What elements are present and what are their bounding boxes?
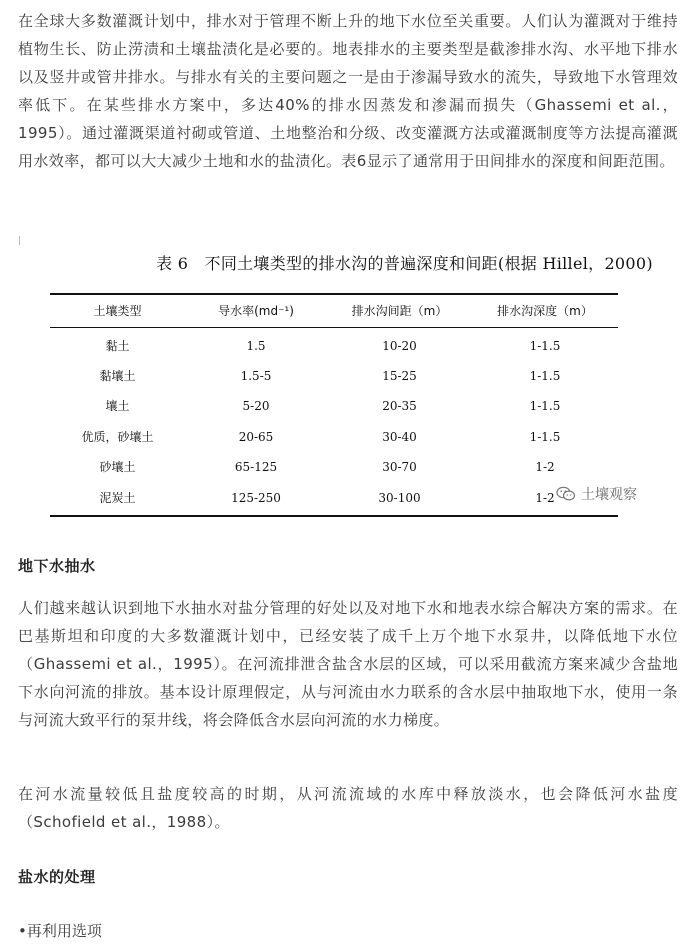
cell-conductivity: 20-65: [238, 430, 274, 444]
cell-depth: 1-2: [535, 491, 555, 505]
watermark-text: 土壤观察: [581, 487, 637, 503]
table-row: [50, 488, 618, 508]
cell-conductivity: 1.5: [246, 339, 266, 353]
table-bottom-rule: [50, 515, 618, 517]
cell-depth: 1-1.5: [529, 430, 561, 444]
cell-spacing: 15-25: [382, 369, 417, 383]
cell-soil-type: 砂壤土: [99, 460, 136, 474]
cell-depth: 1-1.5: [529, 369, 561, 383]
table-header-row: [50, 301, 618, 323]
section-heading-saline-water-treatment: 盐水的处理: [18, 868, 96, 886]
cell-conductivity: 65-125: [234, 460, 278, 474]
margin-marker: [19, 236, 20, 245]
river-salinity-paragraph: 在河水流量较低且盐度较高的时期，从河流流域的水库中释放淡水，也会降低河水盐度（Schofield et al.，1988）。: [18, 785, 678, 831]
cell-spacing: 30-70: [382, 460, 417, 474]
cell-spacing: 10-20: [382, 339, 417, 353]
cell-depth: 1-2: [535, 460, 555, 474]
intro-paragraph: 在全球大多数灌溉计划中，排水对于管理不断上升的地下水位至关重要。人们认为灌溉对于维持植物生长、防止涝渍和土壤盐渍化是必要的。地表排水的主要类型是截渗排水沟、水平地下排水以及竖井或管井排水。与排水有关的主要问题之一是由于渗漏导致水的流失，导致地下水管理效率低下。在某些排水方案中，多达40%的排水因蒸发和渗漏而损失（Ghassemi et al.，1995）。通过灌溉渠道衬砌或管道、土地整治和分级、改变灌溉方法或灌溉制度等方法提高灌溉用水效率，都可以大大减少土地和水的盐渍化。表6显示了通常用于田间排水的深度和间距范围。: [18, 12, 678, 170]
table-caption: 表 6 不同土壤类型的排水沟的普遍深度和间距(根据 Hillel，2000): [156, 254, 653, 273]
cell-soil-type: 黏土: [105, 339, 130, 353]
table-top-rule: [50, 293, 618, 295]
table-row: [50, 457, 618, 477]
cell-conductivity: 5-20: [242, 399, 270, 413]
cell-soil-type: 泥炭土: [99, 491, 136, 505]
table-row: [50, 427, 618, 447]
table-header-rule: [50, 327, 618, 328]
cell-depth: 1-1.5: [529, 339, 561, 353]
groundwater-paragraph: 人们越来越认识到地下水抽水对盐分管理的好处以及对地下水和地表水综合解决方案的需求。在巴基斯坦和印度的大多数灌溉计划中，已经安装了成千上万个地下水泵井，以降低地下水位（Ghassemi et al.，1995）。在河流排泄含盐含水层的区域，可以采用截流方案来减少含盐地下水向河流的排放。基本设计原理假定，从与河流由水力联系的含水层中抽取地下水，使用一条与河流大致平行的泵井线，将会降低含水层向河流的水力梯度。: [18, 599, 678, 729]
cell-soil-type: 黏壤土: [99, 369, 136, 383]
watermark: [556, 484, 637, 504]
cell-spacing: 20-35: [382, 399, 417, 413]
cell-spacing: 30-40: [382, 430, 417, 444]
bullet-item-reuse-options: •再利用选项: [18, 922, 102, 940]
cell-conductivity: 125-250: [231, 491, 281, 505]
cell-soil-type: 优质，砂壤土: [81, 430, 154, 444]
header-spacing: 排水沟间距（m）: [351, 304, 448, 318]
cell-soil-type: 壤土: [105, 399, 130, 413]
header-depth: 排水沟深度（m）: [497, 304, 593, 318]
cell-depth: 1-1.5: [529, 399, 561, 413]
cell-conductivity: 1.5-5: [240, 369, 272, 383]
table-row: [50, 366, 618, 386]
header-soil-type: 土壤类型: [93, 304, 142, 318]
table-row: [50, 396, 618, 416]
wechat-icon: [556, 486, 576, 502]
table-row: [50, 336, 618, 356]
header-conductivity: 导水率(md⁻¹): [218, 304, 294, 318]
section-heading-groundwater-pumping: 地下水抽水: [18, 557, 96, 575]
cell-spacing: 30-100: [378, 491, 421, 505]
